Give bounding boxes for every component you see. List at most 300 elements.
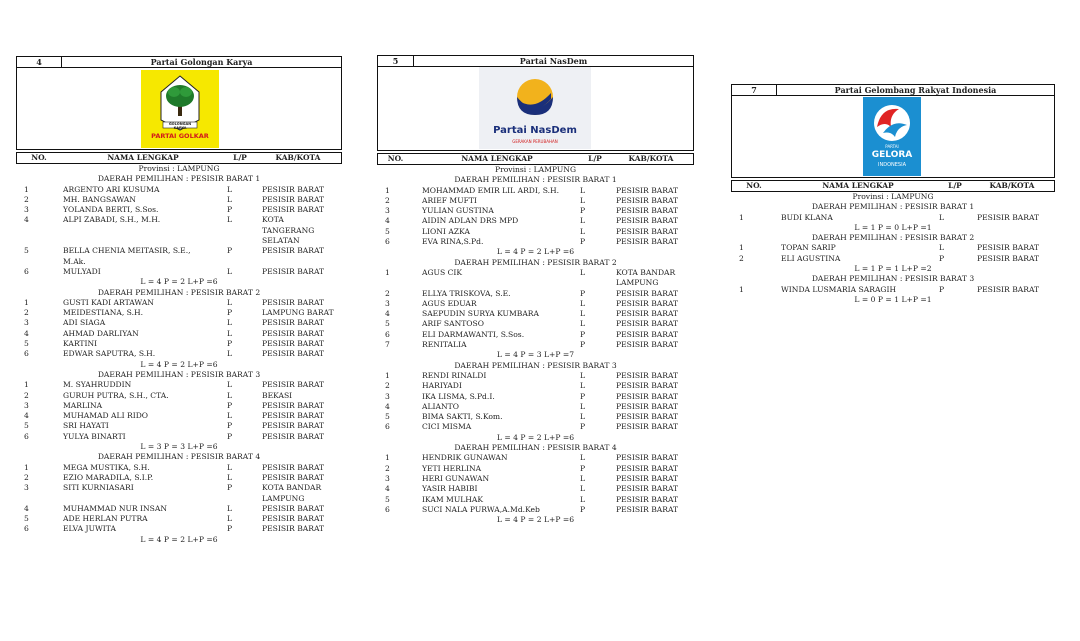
candidate-name xyxy=(422,330,580,340)
candidate-name-line: ELVA JUWITA xyxy=(63,524,116,534)
candidate-name-line: MH. BANGSAWAN xyxy=(63,194,136,204)
candidate-name-line: MUHAMMAD NUR INSAN xyxy=(63,503,167,513)
col-no: NO. xyxy=(31,153,47,162)
candidate-region-line: PESISIR BARAT xyxy=(616,401,679,411)
candidate-name xyxy=(422,381,580,391)
candidate-number: 3 xyxy=(385,473,390,483)
candidate-region xyxy=(616,371,694,381)
candidate-region xyxy=(616,412,694,422)
candidate-name-line: AIDIN ADLAN DRS MPD xyxy=(422,216,519,226)
candidate-name-line: ELI DARMAWANTI, S.Sos. xyxy=(422,329,525,339)
candidate-gender: P xyxy=(227,483,233,493)
candidate-name-line: GURUH PUTRA, S.H., CTA. xyxy=(63,390,169,400)
candidate-list xyxy=(731,192,1055,305)
candidate-name-line: IKA LISMA, S.Pd.I. xyxy=(422,391,495,401)
candidate-name xyxy=(422,309,580,319)
candidate-name xyxy=(63,185,227,195)
candidate-region xyxy=(262,514,342,524)
candidate-row xyxy=(377,299,694,309)
candidate-region-line: PESISIR BARAT xyxy=(616,226,679,236)
candidate-gender: L xyxy=(227,472,233,482)
candidate-row xyxy=(377,381,694,391)
col-nama: NAMA LENGKAP xyxy=(107,153,179,162)
candidate-name xyxy=(422,268,580,289)
nasdem-logo-subtext: GERAKAN PERUBAHAN xyxy=(512,139,558,144)
candidate-name xyxy=(422,319,580,329)
candidate-name-line: WINDA LUSMARIA SARAGIH xyxy=(781,284,897,294)
candidate-number: 3 xyxy=(385,298,390,308)
district-heading: Provinsi : LAMPUNG xyxy=(494,165,577,174)
candidate-region xyxy=(977,285,1055,295)
party-block-golkar xyxy=(16,56,342,545)
candidate-gender: P xyxy=(580,329,586,339)
candidate-row xyxy=(377,371,694,381)
candidate-region xyxy=(616,495,694,505)
party-block-nasdem xyxy=(377,55,694,525)
candidate-row xyxy=(731,285,1055,295)
col-lp: L/P xyxy=(233,153,247,162)
candidate-row xyxy=(731,243,1055,253)
candidate-row xyxy=(731,213,1055,223)
candidate-region-line: PESISIR BARAT xyxy=(616,370,679,380)
party-number: 7 xyxy=(732,85,777,95)
candidate-name-line: M. SYAHRUDDIN xyxy=(63,380,132,390)
district-heading: Provinsi : LAMPUNG xyxy=(852,192,934,201)
candidate-number: 3 xyxy=(385,206,390,216)
candidate-region xyxy=(262,308,342,318)
candidate-row xyxy=(377,340,694,350)
candidate-region xyxy=(262,473,342,483)
candidate-number: 6 xyxy=(385,504,390,514)
candidate-name-line: EDWAR SAPUTRA, S.H. xyxy=(63,349,156,359)
candidate-gender: P xyxy=(227,205,233,215)
candidate-number: 2 xyxy=(385,195,390,205)
candidate-gender: L xyxy=(227,266,233,276)
candidate-name xyxy=(63,380,227,390)
candidate-region-line: PESISIR BARAT xyxy=(616,216,679,226)
candidate-gender: P xyxy=(939,253,945,263)
candidate-gender: P xyxy=(227,339,233,349)
candidate-region-line: PESISIR BARAT xyxy=(977,253,1040,263)
candidate-row xyxy=(377,330,694,340)
candidate-region xyxy=(616,505,694,515)
candidate-gender: L xyxy=(580,298,586,308)
candidate-name xyxy=(422,464,580,474)
col-nama: NAMA LENGKAP xyxy=(461,154,533,163)
candidate-name xyxy=(781,254,939,264)
candidate-region xyxy=(616,464,694,474)
district-heading: DAERAH PEMILIHAN : PESISIR BARAT 3 xyxy=(811,274,975,284)
candidate-name-line: KARTINI xyxy=(63,339,98,349)
candidate-name-line: AGUS EDUAR xyxy=(422,298,477,308)
candidate-gender: P xyxy=(227,431,233,441)
candidate-name-line: RENDI RINALDI xyxy=(422,370,487,380)
candidate-row xyxy=(377,319,694,329)
candidate-row xyxy=(16,318,342,328)
candidate-region-line: PESISIR BARAT xyxy=(262,514,325,524)
candidate-name-line: ARIEF MUFTI xyxy=(422,195,477,205)
candidate-number: 5 xyxy=(385,319,390,329)
district-summary: L = 4 P = 3 L+P =7 xyxy=(496,350,575,360)
candidate-name-line: EVA RINA,S.Pd. xyxy=(422,237,484,247)
candidate-region-line: PESISIR BARAT xyxy=(262,246,325,256)
candidate-region xyxy=(262,411,342,421)
candidate-number: 5 xyxy=(24,514,29,524)
party-header xyxy=(731,84,1055,96)
candidate-row xyxy=(377,453,694,463)
candidate-gender: L xyxy=(580,309,586,319)
district-heading: DAERAH PEMILIHAN : PESISIR BARAT 4 xyxy=(454,443,617,453)
candidate-row xyxy=(16,185,342,195)
candidate-name xyxy=(781,213,939,223)
candidate-region xyxy=(262,195,342,205)
candidate-number: 1 xyxy=(24,462,29,472)
district-heading: DAERAH PEMILIHAN : PESISIR BARAT 2 xyxy=(97,287,261,297)
candidate-name-line: RENITALIA xyxy=(422,340,467,350)
candidate-list xyxy=(377,165,694,525)
candidate-name xyxy=(63,267,227,277)
candidate-name-line: MULYADI xyxy=(63,266,101,276)
candidate-name xyxy=(63,318,227,328)
candidate-row xyxy=(16,329,342,339)
column-header-row xyxy=(731,180,1055,192)
candidate-gender: P xyxy=(227,308,233,318)
candidate-region-line: PESISIR BARAT xyxy=(262,411,325,421)
candidate-number: 6 xyxy=(24,349,29,359)
candidate-region-line: PESISIR BARAT xyxy=(262,349,325,359)
candidate-name xyxy=(63,504,227,514)
candidate-name-line: TOPAN SARIP xyxy=(781,243,836,253)
candidate-region xyxy=(262,298,342,308)
candidate-region-line: PESISIR BARAT xyxy=(616,504,679,514)
party-name: Partai Golongan Karya xyxy=(150,57,253,67)
candidate-number: 2 xyxy=(24,390,29,400)
golkar-ribbon-text: GOLONGAN KARYA xyxy=(168,122,192,130)
col-lp: L/P xyxy=(948,181,962,190)
candidate-region-line: PESISIR BARAT xyxy=(977,212,1040,222)
candidate-name-line: AHMAD DARLIYAN xyxy=(63,328,139,338)
candidate-region xyxy=(616,227,694,237)
party-name: Partai Gelombang Rakyat Indonesia xyxy=(834,85,997,95)
candidate-region-line: PESISIR BARAT xyxy=(616,484,679,494)
candidate-region xyxy=(262,318,342,328)
candidate-region xyxy=(616,196,694,206)
party-header xyxy=(377,55,694,67)
candidate-list xyxy=(16,164,342,545)
candidate-number: 5 xyxy=(24,421,29,431)
candidate-name-line: ADE HERLAN PUTRA xyxy=(63,514,148,524)
nasdem-globe-logo-icon xyxy=(479,67,591,149)
candidate-name xyxy=(63,349,227,359)
candidate-name xyxy=(422,495,580,505)
col-kab: KAB/KOTA xyxy=(989,181,1035,190)
candidate-gender: L xyxy=(227,380,233,390)
district-summary: L = 4 P = 2 L+P =6 xyxy=(140,359,218,369)
candidate-name-line: SAEPUDIN SURYA KUMBARA xyxy=(422,309,540,319)
candidate-region xyxy=(977,213,1055,223)
candidate-region-line: PESISIR BARAT xyxy=(616,422,679,432)
candidate-row xyxy=(16,267,342,277)
candidate-region-line: PESISIR BARAT xyxy=(616,329,679,339)
candidate-name xyxy=(422,206,580,216)
candidate-gender: L xyxy=(580,226,586,236)
candidate-region-line: PESISIR BARAT xyxy=(616,195,679,205)
candidate-region-line: PESISIR BARAT xyxy=(616,494,679,504)
candidate-number: 2 xyxy=(385,381,390,391)
candidate-gender: P xyxy=(939,284,945,294)
candidate-region-line: PESISIR BARAT xyxy=(262,503,325,513)
candidate-number: 6 xyxy=(24,266,29,276)
party-header xyxy=(16,56,342,68)
candidate-name xyxy=(63,246,227,267)
candidate-name xyxy=(63,524,227,534)
candidate-name xyxy=(63,215,227,246)
candidate-region xyxy=(616,319,694,329)
candidate-region xyxy=(977,243,1055,253)
col-kab: KAB/KOTA xyxy=(628,154,674,163)
candidate-name-line: ALIANTO xyxy=(422,401,459,411)
candidate-name xyxy=(422,392,580,402)
candidate-gender: P xyxy=(580,340,586,350)
candidate-gender: P xyxy=(227,421,233,431)
candidate-name xyxy=(781,243,939,253)
candidate-number: 4 xyxy=(24,328,29,338)
candidate-name xyxy=(63,195,227,205)
candidate-region-line: PESISIR BARAT xyxy=(262,462,325,472)
candidate-gender: P xyxy=(580,237,586,247)
candidate-name xyxy=(422,474,580,484)
candidate-name xyxy=(422,227,580,237)
candidate-name xyxy=(63,308,227,318)
candidate-name xyxy=(422,289,580,299)
candidate-region-line: SELATAN xyxy=(262,236,300,246)
candidate-gender: L xyxy=(227,318,233,328)
candidate-name xyxy=(63,391,227,401)
candidate-name-line: MEIDESTIANA, S.H. xyxy=(63,308,144,318)
candidate-number: 3 xyxy=(24,205,29,215)
party-logo-box xyxy=(16,68,342,150)
candidate-name xyxy=(422,237,580,247)
candidate-name xyxy=(422,484,580,494)
candidate-name-line: MUHAMAD ALI RIDO xyxy=(63,411,149,421)
candidate-region xyxy=(616,289,694,299)
candidate-region-line: PESISIR BARAT xyxy=(616,340,679,350)
candidate-row xyxy=(377,464,694,474)
district-heading: DAERAH PEMILIHAN : PESISIR BARAT 1 xyxy=(454,175,617,185)
candidate-region-line: KOTA xyxy=(262,215,284,225)
candidate-region xyxy=(616,299,694,309)
candidate-row xyxy=(377,309,694,319)
candidate-gender: L xyxy=(580,453,586,463)
candidate-name-line: YOLANDA BERTI, S.Sos. xyxy=(63,205,159,215)
candidate-gender: P xyxy=(580,463,586,473)
candidate-number: 5 xyxy=(385,412,390,422)
candidate-name-line: YETI HERLINA xyxy=(422,463,482,473)
candidate-region xyxy=(262,215,342,246)
candidate-number: 4 xyxy=(385,484,390,494)
candidate-name xyxy=(63,463,227,473)
candidate-region xyxy=(616,381,694,391)
candidate-gender: L xyxy=(580,401,586,411)
candidate-region-line: PESISIR BARAT xyxy=(977,243,1040,253)
party-number: 5 xyxy=(378,56,414,66)
candidate-gender: L xyxy=(227,215,233,225)
candidate-row xyxy=(16,349,342,359)
candidate-name xyxy=(422,340,580,350)
candidate-gender: L xyxy=(227,503,233,513)
candidate-name-line: HENDRIK GUNAWAN xyxy=(422,453,508,463)
candidate-name-line: MARLINA xyxy=(63,400,103,410)
candidate-number: 3 xyxy=(24,318,29,328)
candidate-name-line: AGUS CIK xyxy=(422,267,463,277)
gelora-sub-text: INDONESIA xyxy=(878,162,906,168)
candidate-region-line: PESISIR BARAT xyxy=(262,400,325,410)
candidate-number: 3 xyxy=(24,483,29,493)
candidate-number: 1 xyxy=(739,284,744,294)
col-no: NO. xyxy=(746,181,762,190)
candidate-region xyxy=(262,432,342,442)
candidate-row xyxy=(16,432,342,442)
candidate-region xyxy=(262,504,342,514)
candidate-number: 5 xyxy=(24,339,29,349)
candidate-name-line: BELLA CHENIA MEITASIR, S.E., xyxy=(63,246,191,256)
candidate-row xyxy=(731,254,1055,264)
candidate-name-line: MEGA MUSTIKA, S.H. xyxy=(63,462,150,472)
candidate-number: 1 xyxy=(24,380,29,390)
candidate-name-line: M.Ak. xyxy=(63,256,86,266)
candidate-row xyxy=(16,483,342,504)
candidate-name-line: CICI MISMA xyxy=(422,422,472,432)
candidate-region-line: PESISIR BARAT xyxy=(616,463,679,473)
candidate-gender: L xyxy=(227,390,233,400)
candidate-row xyxy=(16,473,342,483)
candidate-gender: L xyxy=(580,484,586,494)
candidate-name-line: SITI KURNIASARI xyxy=(63,483,134,493)
candidate-gender: P xyxy=(580,288,586,298)
candidate-gender: P xyxy=(580,391,586,401)
candidate-region-line: PESISIR BARAT xyxy=(262,194,325,204)
candidate-gender: L xyxy=(580,381,586,391)
candidate-row xyxy=(377,268,694,289)
candidate-region-line: LAMPUNG xyxy=(262,493,305,503)
candidate-name-line: EZIO MARADILA, S.I.P. xyxy=(63,472,154,482)
district-summary: L = 1 P = 0 L+P =1 xyxy=(854,222,932,232)
candidate-region-line: PESISIR BARAT xyxy=(616,298,679,308)
candidate-region-line: PESISIR BARAT xyxy=(262,524,325,534)
candidate-number: 5 xyxy=(24,246,29,256)
candidate-name xyxy=(422,216,580,226)
candidate-name xyxy=(422,505,580,515)
candidate-name xyxy=(63,401,227,411)
candidate-name-line: SUCI NALA PURWA,A.Md.Keb xyxy=(422,504,540,514)
candidate-row xyxy=(16,391,342,401)
candidate-region xyxy=(262,463,342,473)
candidate-region xyxy=(616,186,694,196)
candidate-region-line: PESISIR BARAT xyxy=(616,412,679,422)
candidate-region xyxy=(616,474,694,484)
candidate-name xyxy=(422,402,580,412)
candidate-region-line: PESISIR BARAT xyxy=(616,237,679,247)
candidate-gender: P xyxy=(580,206,586,216)
district-summary: L = 1 P = 1 L+P =2 xyxy=(854,264,932,274)
candidate-row xyxy=(377,495,694,505)
candidate-name-line: ARGENTO ARI KUSUMA xyxy=(63,184,160,194)
candidate-region-line: PESISIR BARAT xyxy=(616,185,679,195)
candidate-number: 2 xyxy=(24,472,29,482)
candidate-row xyxy=(16,401,342,411)
candidate-name-line: IKAM MULHAK xyxy=(422,494,484,504)
district-heading: DAERAH PEMILIHAN : PESISIR BARAT 1 xyxy=(811,202,975,212)
candidate-number: 2 xyxy=(739,253,744,263)
candidate-region-line: PESISIR BARAT xyxy=(262,472,325,482)
candidate-row xyxy=(377,289,694,299)
candidate-name-line: HARIYADI xyxy=(422,381,462,391)
candidate-gender: L xyxy=(580,370,586,380)
candidate-number: 1 xyxy=(24,297,29,307)
candidate-row xyxy=(377,196,694,206)
candidate-region-line: LAMPUNG xyxy=(616,278,659,288)
candidate-region xyxy=(262,267,342,277)
district-heading: Provinsi : LAMPUNG xyxy=(138,164,220,173)
party-number: 4 xyxy=(17,57,62,67)
district-summary: L = 4 P = 2 L+P =6 xyxy=(496,515,575,525)
candidate-region-line: PESISIR BARAT xyxy=(616,309,679,319)
candidate-gender: L xyxy=(580,412,586,422)
candidate-region-line: PESISIR BARAT xyxy=(262,297,325,307)
candidate-region xyxy=(616,340,694,350)
district-summary: L = 4 P = 2 L+P =6 xyxy=(140,534,218,544)
candidate-row xyxy=(377,237,694,247)
candidate-name xyxy=(63,205,227,215)
candidate-region xyxy=(616,330,694,340)
candidate-number: 6 xyxy=(24,431,29,441)
candidate-row xyxy=(377,206,694,216)
candidate-row xyxy=(377,474,694,484)
candidate-gender: L xyxy=(580,473,586,483)
candidate-region xyxy=(262,185,342,195)
candidate-name xyxy=(63,514,227,524)
candidate-name-line: ADI SIAGA xyxy=(63,318,106,328)
candidate-gender: L xyxy=(580,319,586,329)
district-summary: L = 4 P = 2 L+P =6 xyxy=(496,247,575,257)
district-heading: DAERAH PEMILIHAN : PESISIR BARAT 1 xyxy=(97,174,261,184)
candidate-name xyxy=(63,473,227,483)
candidate-number: 1 xyxy=(24,184,29,194)
party-logo-box xyxy=(377,67,694,151)
candidate-number: 7 xyxy=(385,340,390,350)
party-name: Partai NasDem xyxy=(519,56,588,66)
candidate-gender: L xyxy=(939,212,945,222)
candidate-number: 6 xyxy=(24,524,29,534)
candidate-region xyxy=(262,339,342,349)
candidate-region-line: PESISIR BARAT xyxy=(616,453,679,463)
candidate-region-line: PESISIR BARAT xyxy=(262,184,325,194)
candidate-name-line: YASIR HABIBI xyxy=(422,484,478,494)
district-summary: L = 3 P = 3 L+P =6 xyxy=(140,442,218,452)
candidate-number: 4 xyxy=(385,401,390,411)
candidate-region-line: PESISIR BARAT xyxy=(616,381,679,391)
candidate-region-line: PESISIR BARAT xyxy=(262,205,325,215)
district-summary: L = 4 P = 2 L+P =6 xyxy=(496,432,575,442)
candidate-name-line: MOHAMMAD EMIR LIL ARDI, S.H. xyxy=(422,185,560,195)
column-header-row xyxy=(377,153,694,165)
candidate-region-line: PESISIR BARAT xyxy=(262,318,325,328)
col-no: NO. xyxy=(387,154,404,163)
candidate-region xyxy=(262,246,342,267)
candidate-gender: L xyxy=(227,411,233,421)
candidate-number: 6 xyxy=(385,329,390,339)
candidate-number: 2 xyxy=(24,194,29,204)
